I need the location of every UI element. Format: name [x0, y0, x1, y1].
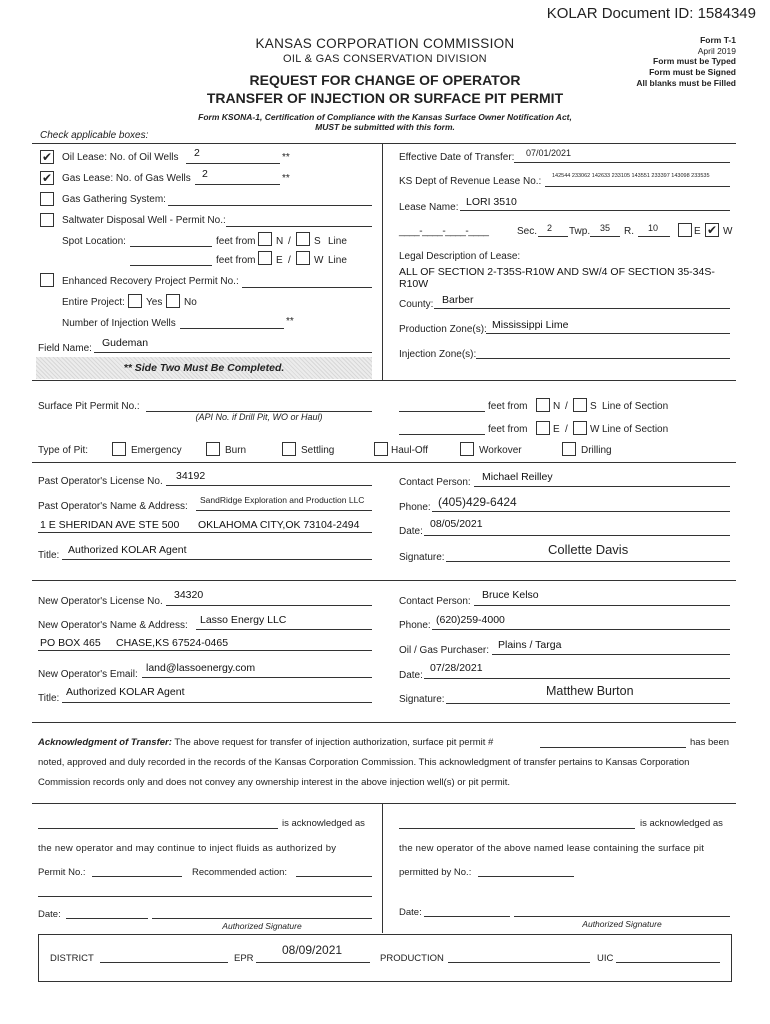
ack-left-new-op: the new operator and may continue to inject fluids as authorized by [38, 843, 337, 854]
spot-location-label: Spot Location: [62, 236, 126, 247]
past-signature-value[interactable]: Collette Davis [548, 542, 629, 557]
ack-permitted-by: permitted by No.: [399, 867, 472, 878]
pit-emergency-label: Emergency [131, 445, 182, 456]
new-name-value[interactable]: Lasso Energy LLC [200, 614, 287, 626]
field-name-label: Field Name: [38, 343, 92, 354]
pit-emergency-checkbox[interactable] [112, 442, 126, 456]
epr-value[interactable]: 08/09/2021 [282, 943, 343, 957]
pit-slash-1: / [565, 401, 568, 412]
range-w-label: W [723, 226, 733, 237]
legal-desc-label: Legal Description of Lease: [399, 251, 521, 262]
oil-wells-value[interactable]: 2 [194, 147, 200, 159]
eor-label: Enhanced Recovery Project Permit No.: [62, 276, 239, 287]
new-name-label: New Operator's Name & Address: [38, 620, 188, 631]
gas-gathering-label: Gas Gathering System: [62, 194, 166, 205]
gas-gathering-checkbox[interactable] [40, 192, 54, 206]
legal-desc-value-1[interactable]: ALL OF SECTION 2-T35S-R10W AND SW/4 OF SECTION 35-34S- [399, 266, 715, 278]
lease-name-value[interactable]: LORI 3510 [466, 196, 517, 208]
r-label: R. [624, 226, 634, 237]
ack-text-2: noted, approved and duly recorded in the records of the Kansas Corporation Commission. This acknowledgment of transfer pertains to Kansas Corporation [38, 757, 690, 768]
past-address-1[interactable]: 1 E SHERIDAN AVE STE 500 [40, 519, 180, 531]
new-signature-value[interactable]: Matthew Burton [546, 684, 634, 698]
num-injection-label: Number of Injection Wells [62, 318, 176, 329]
api-note: (API No. if Drill Pit, WO or Haul) [195, 412, 323, 422]
new-signature-label: Signature: [399, 694, 445, 705]
form-title-1: REQUEST FOR CHANGE OF OPERATOR [249, 72, 521, 88]
pit-line-section-2: Line of Section [602, 424, 669, 435]
pit-e-checkbox[interactable] [536, 421, 550, 435]
range-w-checkbox[interactable]: ✔ [706, 223, 718, 237]
ack-recommended-label: Recommended action: [192, 867, 288, 878]
past-date-value[interactable]: 08/05/2021 [430, 518, 483, 530]
r-value[interactable]: 10 [648, 223, 659, 233]
pit-settling-checkbox[interactable] [282, 442, 296, 456]
yes-checkbox[interactable] [128, 294, 142, 308]
pit-e-label: E [553, 424, 560, 435]
pit-s-label: S [590, 401, 597, 412]
pit-hauloff-label: Haul-Off [391, 445, 429, 456]
check-label: Check applicable boxes: [40, 130, 149, 141]
sec-label: Sec. [517, 226, 538, 237]
new-title-label: Title: [38, 693, 60, 704]
ksona-note-2: MUST be submitted with this form. [315, 122, 455, 132]
new-address-2[interactable]: CHASE,KS 67524-0465 [116, 637, 229, 649]
new-phone-label: Phone: [399, 620, 431, 631]
ack-right-auth-sig: Authorized Signature [582, 919, 662, 929]
e-label: E [276, 255, 283, 266]
pit-slash-2: / [565, 424, 568, 435]
pit-hauloff-checkbox[interactable] [374, 442, 388, 456]
e-checkbox[interactable] [258, 251, 272, 265]
s-label: S [314, 236, 321, 247]
purchaser-label: Oil / Gas Purchaser: [399, 645, 490, 656]
document-id: KOLAR Document ID: 1584349 [546, 5, 756, 22]
ack-left-date-label: Date: [38, 909, 61, 920]
no-label: No [184, 297, 197, 308]
past-title-value[interactable]: Authorized KOLAR Agent [68, 544, 187, 556]
pit-line-section-1: Line of Section [602, 401, 669, 412]
line-label-2: Line [328, 255, 347, 266]
county-label: County: [399, 299, 434, 310]
w-label: W [314, 255, 324, 266]
pit-feet-from-1: feet from [488, 401, 528, 412]
past-contact-label: Contact Person: [399, 477, 471, 488]
range-e-checkbox[interactable] [678, 223, 692, 237]
epr-label: EPR [234, 953, 254, 964]
lease-name-label: Lease Name: [399, 202, 459, 213]
new-phone-value[interactable]: (620)259-4000 [436, 614, 505, 626]
district-label: DISTRICT [50, 953, 94, 964]
feet-from-label-1: feet from [216, 236, 256, 247]
pit-drilling-checkbox[interactable] [562, 442, 576, 456]
new-date-value[interactable]: 07/28/2021 [430, 662, 483, 674]
slash-1: / [288, 236, 291, 247]
commission-name: KANSAS CORPORATION COMMISSION [255, 36, 515, 51]
twp-label: Twp. [569, 226, 591, 237]
pit-s-checkbox[interactable] [573, 398, 587, 412]
field-name-value[interactable]: Gudeman [102, 337, 149, 349]
pit-workover-checkbox[interactable] [460, 442, 474, 456]
typed-note: Form must be Typed [653, 56, 736, 66]
new-contact-value[interactable]: Bruce Kelso [482, 589, 539, 601]
new-contact-label: Contact Person: [399, 596, 471, 607]
feet-from-label-2: feet from [216, 255, 256, 266]
division-name: OIL & GAS CONSERVATION DIVISION [283, 53, 487, 65]
pit-n-checkbox[interactable] [536, 398, 550, 412]
form-date: April 2019 [697, 46, 736, 56]
pit-burn-checkbox[interactable] [206, 442, 220, 456]
ack-permit-label: Permit No.: [38, 867, 86, 878]
ack-right-is-ack: is acknowledged as [640, 818, 723, 829]
pit-permit-label: Surface Pit Permit No.: [38, 401, 140, 412]
past-license-value[interactable]: 34192 [176, 470, 206, 482]
new-license-value[interactable]: 34320 [174, 589, 204, 601]
eor-checkbox[interactable] [40, 273, 54, 287]
past-license-label: Past Operator's License No. [38, 476, 163, 487]
injection-zone-label: Injection Zone(s): [399, 349, 477, 360]
pit-settling-label: Settling [301, 445, 335, 456]
production-label: PRODUCTION [380, 953, 444, 964]
past-address-2[interactable]: OKLAHOMA CITY,OK 73104-2494 [198, 519, 360, 531]
ack-lead: Acknowledgment of Transfer: [38, 737, 172, 748]
new-email-value[interactable]: land@lassoenergy.com [146, 662, 256, 674]
past-signature-label: Signature: [399, 552, 445, 563]
ack-text-3: Commission records only and does not convey any ownership interest in the above injection well(s) or pit permit. [38, 777, 511, 788]
w-checkbox[interactable] [296, 251, 310, 265]
slash-2: / [288, 255, 291, 266]
blanks-note: All blanks must be Filled [636, 78, 736, 88]
line-label-1: Line [328, 236, 347, 247]
new-date-label: Date: [399, 670, 423, 681]
past-contact-value[interactable]: Michael Reilley [482, 471, 553, 483]
production-zone-label: Production Zone(s): [399, 324, 487, 335]
purchaser-value[interactable]: Plains / Targa [498, 639, 562, 651]
new-license-label: New Operator's License No. [38, 596, 163, 607]
production-zone-value[interactable]: Mississippi Lime [492, 319, 569, 331]
pit-type-label: Type of Pit: [38, 445, 89, 456]
s-checkbox[interactable] [296, 232, 310, 246]
oil-lease-checkbox[interactable]: ✔ [41, 150, 53, 164]
yes-label: Yes [146, 297, 163, 308]
oil-lease-label: Oil Lease: No. of Oil Wells [62, 152, 179, 163]
uic-label: UIC [597, 953, 614, 964]
pit-drilling-label: Drilling [581, 445, 612, 456]
side-two-note: ** Side Two Must Be Completed. [123, 362, 285, 374]
ack-line-1 [38, 737, 493, 748]
gas-wells-value[interactable]: 2 [202, 168, 208, 180]
quarter-blanks: ____-____-____-____ [399, 226, 489, 237]
gas-stars: ** [282, 173, 290, 184]
no-checkbox[interactable] [166, 294, 180, 308]
swd-label: Saltwater Disposal Well - Permit No.: [62, 215, 226, 226]
past-name-value[interactable]: SandRidge Exploration and Production LLC [200, 495, 365, 505]
effective-date-value[interactable]: 07/01/2021 [526, 148, 572, 158]
effective-date-label: Effective Date of Transfer: [399, 152, 515, 163]
signed-note: Form must be Signed [649, 67, 736, 77]
past-phone-label: Phone: [399, 502, 431, 513]
pit-burn-label: Burn [225, 445, 247, 456]
pit-feet-from-2: feet from [488, 424, 528, 435]
pit-workover-label: Workover [479, 445, 522, 456]
ack-left-is-ack: is acknowledged as [282, 818, 365, 829]
ack-left-auth-sig: Authorized Signature [222, 921, 302, 931]
legal-desc-value-2[interactable]: R10W [399, 278, 429, 290]
ack-right-date-label: Date: [399, 907, 422, 918]
ack-text-1: The above request for transfer of injection authorization, surface pit permit # [174, 737, 494, 748]
n-checkbox[interactable] [258, 232, 272, 246]
inj-stars: ** [286, 316, 294, 327]
oil-stars: ** [282, 152, 290, 163]
range-e-label: E [694, 226, 701, 237]
ks-dept-label: KS Dept of Revenue Lease No.: [399, 176, 542, 187]
n-label: N [276, 236, 284, 247]
gas-lease-checkbox[interactable]: ✔ [41, 171, 53, 185]
new-email-label: New Operator's Email: [38, 669, 138, 680]
new-title-value[interactable]: Authorized KOLAR Agent [66, 686, 185, 698]
past-date-label: Date: [399, 526, 423, 537]
entire-project-label: Entire Project: [62, 297, 125, 308]
ks-dept-value[interactable]: 142544 233062 142633 233105 143551 233397 143098 233535 [552, 173, 710, 179]
form-number: Form T-1 [700, 35, 736, 45]
form-title-2: TRANSFER OF INJECTION OR SURFACE PIT PERMIT [206, 90, 564, 106]
twp-value[interactable]: 35 [600, 223, 611, 233]
pit-n-label: N [553, 401, 561, 412]
sec-value[interactable]: 2 [547, 223, 553, 233]
gas-lease-label: Gas Lease: No. of Gas Wells [62, 173, 191, 184]
past-phone-value[interactable]: (405)429-6424 [438, 495, 517, 509]
past-name-label: Past Operator's Name & Address: [38, 501, 188, 512]
swd-checkbox[interactable] [40, 213, 54, 227]
past-title-label: Title: [38, 550, 60, 561]
pit-w-label: W [590, 424, 600, 435]
ksona-note-1: Form KSONA-1, Certification of Compliance with the Kansas Surface Owner Notification Act, [198, 112, 572, 122]
ack-has-been: has been [690, 737, 730, 748]
county-value[interactable]: Barber [442, 294, 474, 306]
pit-w-checkbox[interactable] [573, 421, 587, 435]
ack-right-new-op: the new operator of the above named lease containing the surface pit [399, 843, 705, 854]
new-address-1[interactable]: PO BOX 465 [40, 637, 101, 649]
